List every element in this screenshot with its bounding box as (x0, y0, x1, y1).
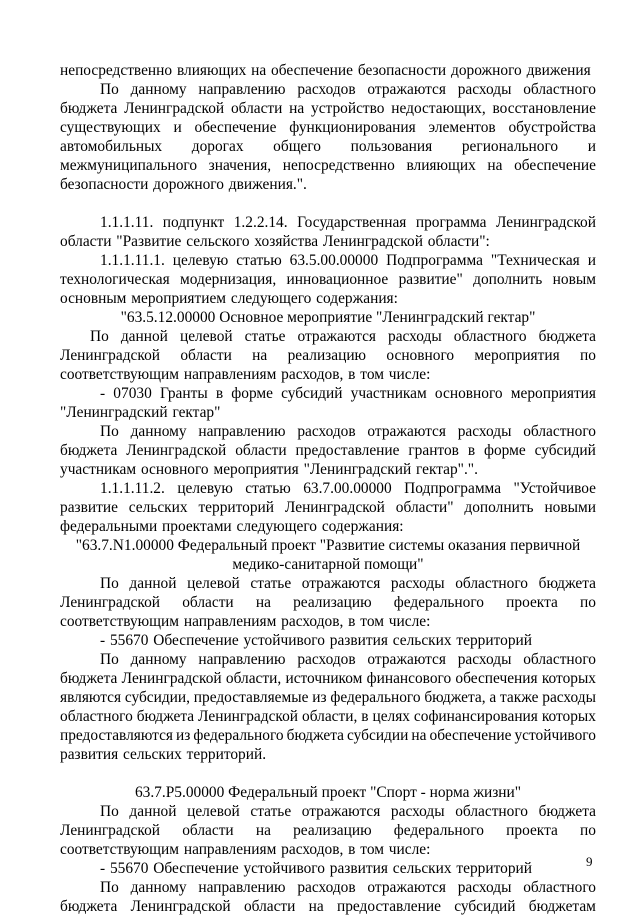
word: областного (523, 81, 596, 98)
word: данной (129, 575, 177, 592)
word: развитие (60, 499, 118, 516)
word: области (235, 442, 287, 459)
word: Ленинградской (60, 347, 161, 364)
word: бюджета (60, 442, 118, 459)
word: предоставление (295, 442, 400, 459)
word: бюджета, (424, 689, 486, 706)
word: расходов (297, 651, 356, 668)
word: на (255, 822, 271, 839)
word: на (255, 594, 271, 611)
word: области (182, 822, 234, 839)
word: статью (236, 252, 282, 269)
text-line (60, 441, 596, 460)
word: основного (434, 385, 503, 402)
text-line (60, 650, 596, 669)
word: области (182, 594, 234, 611)
word: дополнить (473, 271, 543, 288)
text-line: безопасности дорожного движения.". (60, 176, 307, 193)
word: обеспечение (514, 157, 596, 174)
word: отражаются (367, 423, 446, 440)
text-line (60, 878, 596, 897)
word: По (100, 423, 119, 440)
word: Гранты (159, 385, 208, 402)
word: области (243, 898, 296, 915)
word: 1.2.2.14. (233, 214, 288, 231)
text-line (60, 574, 596, 593)
word: софинансирования (413, 708, 538, 725)
text-line (60, 251, 596, 270)
word: области (230, 100, 283, 117)
word: 63.5.00.00000 (289, 252, 379, 269)
word: области (180, 347, 232, 364)
page-number: 9 (586, 854, 593, 869)
text-line (60, 99, 596, 118)
word: источником (285, 670, 363, 687)
word: Подпрограмма (404, 480, 502, 497)
word: по (580, 594, 596, 611)
word: - (100, 385, 106, 402)
word: и (587, 138, 596, 155)
word: Ленинградской (130, 898, 231, 915)
word: форме (231, 385, 273, 402)
word: по (580, 347, 596, 364)
word: предоставление (337, 898, 441, 915)
word: Ленинградской (121, 670, 222, 687)
word: реализацию (293, 822, 372, 839)
word: модернизация, (180, 271, 277, 288)
word: отражаются (367, 651, 446, 668)
word: дополнить (464, 499, 534, 516)
word: федерального (330, 689, 421, 706)
text-line (60, 346, 596, 365)
word: регионального (461, 138, 559, 155)
word: обеспечение (194, 119, 277, 136)
word: Ленинградской (124, 100, 225, 117)
word: целях (372, 708, 410, 725)
text-line: - 55670 Обеспечение устойчивого развития сельских территорий (100, 632, 532, 649)
text-line: области "Развитие сельского хозяйства Ленинградской области": (60, 233, 490, 250)
text-line: 63.7.P5.00000 Федеральный проект "Спорт - норма жизни" (134, 784, 522, 801)
word: в (467, 442, 476, 459)
text-line: соответствующим направлениям расходов, в том числе: (60, 366, 431, 383)
word: субсидий (281, 385, 343, 402)
word: По (100, 81, 119, 98)
word: данному (130, 651, 187, 668)
word: основного (386, 347, 455, 364)
word: целевую (177, 480, 233, 497)
word: 1.1.1.11.1. (100, 252, 165, 269)
word: 63.7.00.00000 (303, 480, 392, 497)
word: бюджета (60, 670, 118, 687)
word: бюджета (60, 100, 118, 117)
word: данной (120, 328, 168, 345)
text-line (60, 726, 596, 745)
word: развитие" (398, 271, 463, 288)
word: расходы (457, 81, 512, 98)
word: Ленинградской (126, 442, 227, 459)
text-line: участникам основного мероприятия "Ленинградский гектар".". (60, 461, 478, 478)
word: предоставляемые (193, 689, 309, 706)
word: данной (129, 803, 177, 820)
text-line (60, 669, 596, 688)
word: также (500, 689, 539, 706)
word: По (90, 328, 109, 345)
word: расходы (542, 689, 596, 706)
word: из (176, 727, 191, 744)
word: непосредственно (282, 157, 395, 174)
word: на (487, 157, 503, 174)
word: статье (244, 328, 286, 345)
text-line (60, 118, 596, 137)
word: сельских (128, 499, 188, 516)
word: расходы (390, 575, 445, 592)
word: Ленинградской (60, 594, 161, 611)
word: Государственная (297, 214, 407, 231)
word: федерального (393, 822, 484, 839)
word: на (411, 727, 427, 744)
word: отражаются (297, 328, 376, 345)
word: По (100, 575, 119, 592)
word: бюджетам (528, 898, 596, 915)
word: субсидий (534, 442, 596, 459)
word: недостающих, (391, 100, 486, 117)
text-line: - 55670 Обеспечение устойчивого развития сельских территорий (100, 860, 532, 877)
word: "Техническая (490, 252, 580, 269)
word: бюджета (60, 898, 118, 915)
text-line: "Ленинградский гектар" (60, 404, 221, 421)
word: инновационное (286, 271, 389, 288)
paragraph-gap (60, 194, 596, 213)
word: статью (245, 480, 291, 497)
word: являются (60, 689, 122, 706)
word: областного (60, 708, 133, 725)
text-line: соответствующим направлениям расходов, в том числе: (60, 841, 431, 858)
text-line: развития сельских территорий. (60, 746, 267, 763)
word: проекта (506, 594, 558, 611)
word: пользования (350, 138, 433, 155)
text-line (60, 593, 596, 612)
word: в (361, 708, 369, 725)
text-line (60, 897, 596, 916)
word: данному (130, 81, 187, 98)
word: 07030 (113, 385, 152, 402)
word: расходов (297, 423, 356, 440)
word: на (308, 898, 324, 915)
word: отражаются (301, 575, 381, 592)
text-line (60, 270, 596, 289)
word: бюджета (286, 727, 344, 744)
word: расходы (457, 423, 512, 440)
word: на (252, 347, 268, 364)
word: статье (250, 803, 292, 820)
word: программа (415, 214, 487, 231)
word: расходы (457, 879, 512, 896)
word: технологическая (60, 271, 170, 288)
word: расходы (388, 328, 442, 345)
text-line: медико-санитарной помощи" (232, 556, 424, 573)
word: предоставляются (60, 727, 173, 744)
word: данному (130, 879, 187, 896)
word: восстановление (492, 100, 596, 117)
text-line (60, 802, 596, 821)
word: целевой (179, 328, 233, 345)
word: расходов (297, 81, 356, 98)
word: области, (302, 708, 358, 725)
word: бюджета (538, 328, 596, 345)
word: отражаются (367, 879, 446, 896)
word: новыми (544, 499, 596, 516)
word: расходы (457, 651, 512, 668)
word: бюджета (538, 803, 596, 820)
word: подпункт (162, 214, 225, 231)
word: области" (395, 499, 454, 516)
word: грантов (408, 442, 459, 459)
word: устойчивого (514, 727, 596, 744)
word: областного (455, 803, 528, 820)
word: областного (523, 651, 596, 668)
word: Ленинградской (198, 708, 299, 725)
word: в (215, 385, 224, 402)
word: расходы (390, 803, 445, 820)
word: Подпрограмма (386, 252, 483, 269)
document-page (60, 61, 596, 916)
word: целевую (172, 252, 229, 269)
word: областного (523, 423, 596, 440)
word: областного (455, 575, 528, 592)
word: По (100, 651, 119, 668)
word: мероприятия (510, 385, 596, 402)
text-line (60, 384, 596, 403)
word: бюджета (136, 708, 195, 725)
word: которых (541, 708, 596, 725)
word: целевой (187, 803, 240, 820)
word: устройство (311, 100, 385, 117)
word: данному (130, 423, 187, 440)
word: из (312, 689, 327, 706)
word: 1.1.1.11.2. (100, 480, 165, 497)
text-line (60, 479, 596, 498)
word: финансового (366, 670, 452, 687)
text-line: "63.7.N1.00000 Федеральный проект "Развитие системы оказания первичной (75, 537, 581, 554)
word: направлению (198, 423, 286, 440)
word: проекта (506, 822, 558, 839)
word: мероприятия (474, 347, 560, 364)
text-line (60, 156, 596, 175)
word: субсидии, (124, 689, 190, 706)
word: области, (225, 670, 282, 687)
word: федерального (193, 727, 284, 744)
word: отражаются (301, 803, 381, 820)
text-line: основным мероприятием следующего содержания: (60, 290, 398, 307)
word: влияющих (406, 157, 476, 174)
word: статье (250, 575, 292, 592)
paragraph-gap (60, 764, 596, 783)
word: Ленинградской (495, 214, 596, 231)
word: территорий (198, 499, 275, 516)
word: По (100, 803, 119, 820)
word: форме (483, 442, 526, 459)
word: значения, (208, 157, 272, 174)
word: обустройства (508, 119, 596, 136)
word: областного (523, 879, 596, 896)
word: отражаются (367, 81, 446, 98)
text-line (60, 821, 596, 840)
word: межмуниципального (60, 157, 198, 174)
text-line (60, 327, 596, 346)
text-line (60, 498, 596, 517)
word: По (100, 879, 119, 896)
word: обеспечение (429, 727, 512, 744)
word: автомобильных (60, 138, 163, 155)
text-line (60, 422, 596, 441)
word: реализацию (287, 347, 367, 364)
word: обеспечения (455, 670, 538, 687)
word: "Устойчивое (513, 480, 596, 497)
text-line (60, 213, 596, 232)
text-line (60, 688, 596, 707)
word: 1.1.1.11. (100, 214, 154, 231)
text-line: "63.5.12.00000 Основное мероприятие "Ленинградский гектар" (120, 309, 536, 326)
text-line (60, 137, 596, 156)
text-line: непосредственно влияющих на обеспечение безопасности дорожного движения (60, 62, 591, 79)
text-line: соответствующим направлениям расходов, в том числе: (60, 613, 431, 630)
word: функционирования (289, 119, 416, 136)
word: элементов (428, 119, 496, 136)
word: субсидий (454, 898, 516, 915)
word: бюджета (538, 575, 596, 592)
word: которых (541, 670, 596, 687)
word: реализацию (293, 594, 372, 611)
text-line (60, 80, 596, 99)
word: субсидии (347, 727, 409, 744)
word: целевой (187, 575, 240, 592)
word: направлению (198, 651, 286, 668)
word: областного (453, 328, 527, 345)
word: новым (552, 271, 596, 288)
word: Ленинградской (284, 499, 385, 516)
word: дорогах (191, 138, 244, 155)
word: направлению (198, 81, 286, 98)
word: общего (273, 138, 322, 155)
text-line (60, 707, 596, 726)
word: и (587, 252, 596, 269)
word: направлению (198, 879, 286, 896)
text-line: федеральными проектами следующего содержания: (60, 518, 404, 535)
word: а (489, 689, 497, 706)
word: по (580, 822, 596, 839)
word: расходов (297, 879, 356, 896)
word: и (173, 119, 182, 136)
word: существующих (60, 119, 161, 136)
word: федерального (393, 594, 484, 611)
word: Ленинградской (60, 822, 161, 839)
word: участникам (350, 385, 427, 402)
word: на (289, 100, 305, 117)
